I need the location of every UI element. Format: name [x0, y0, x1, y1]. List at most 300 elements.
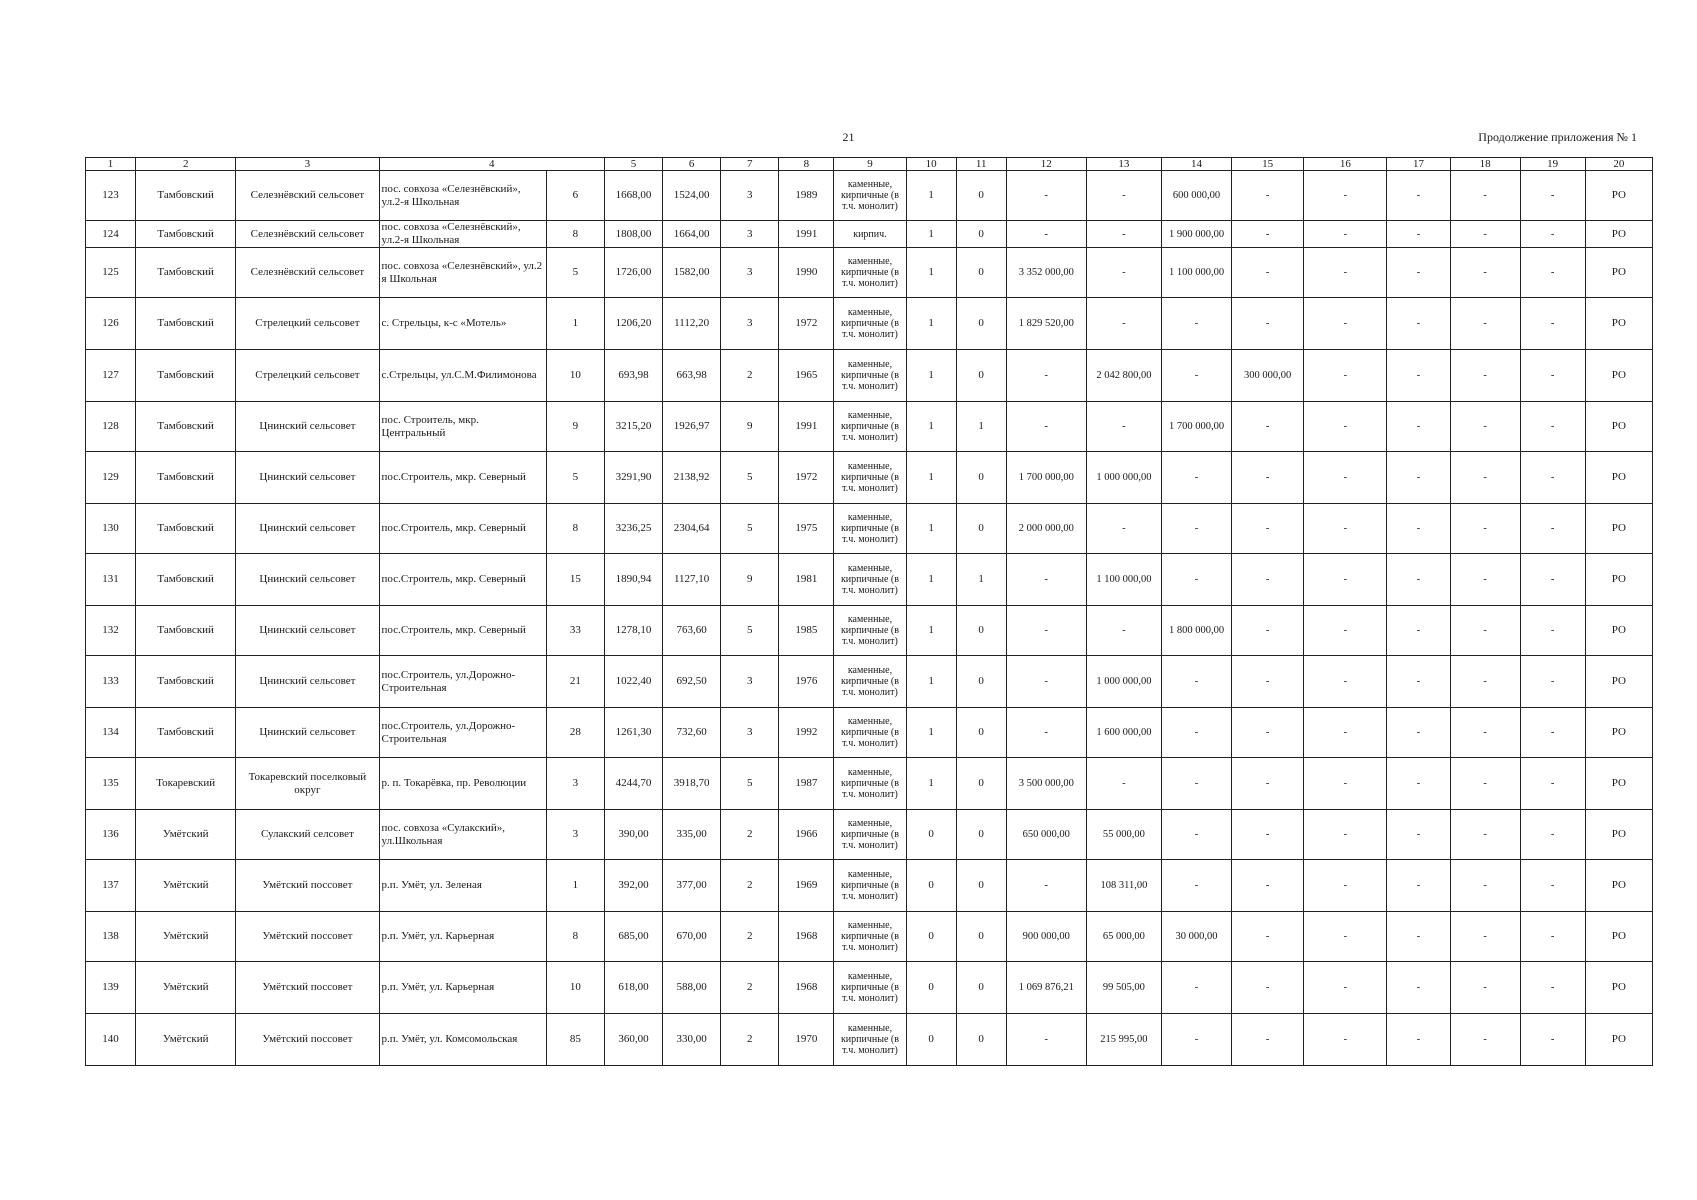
col-17-amount-cell: -: [1387, 758, 1450, 810]
living-area-cell: 763,60: [663, 606, 721, 656]
col-11-value-cell: 0: [956, 860, 1006, 912]
column-header: 1: [86, 158, 136, 171]
build-year-cell: 1987: [779, 758, 834, 810]
col-16-amount-cell: -: [1304, 758, 1387, 810]
house-number-cell: 6: [546, 171, 604, 221]
col-16-amount-cell: -: [1304, 504, 1387, 554]
fund-type-cell: РО: [1585, 554, 1652, 606]
col-11-value-cell: 0: [956, 708, 1006, 758]
municipality-name-cell: Стрелецкий сельсовет: [236, 298, 379, 350]
living-area-cell: 377,00: [663, 860, 721, 912]
house-number-cell: 15: [546, 554, 604, 606]
col-17-amount-cell: -: [1387, 554, 1450, 606]
row-number-cell: 125: [86, 248, 136, 298]
fund-type-cell: РО: [1585, 171, 1652, 221]
house-number-cell: 33: [546, 606, 604, 656]
address-cell: пос. совхоза «Селезнёвский», ул.2-я Школьная: [379, 171, 546, 221]
col-13-amount-cell: 55 000,00: [1086, 810, 1161, 860]
build-year-cell: 1990: [779, 248, 834, 298]
row-number-cell: 130: [86, 504, 136, 554]
wall-material-cell: каменные, кирпичные (в т.ч. монолит): [834, 248, 906, 298]
address-cell: пос.Строитель, ул.Дорожно-Строительная: [379, 708, 546, 758]
col-10-value-cell: 1: [906, 221, 956, 248]
wall-material-cell: каменные, кирпичные (в т.ч. монолит): [834, 606, 906, 656]
col-10-value-cell: 0: [906, 1014, 956, 1066]
wall-material-cell: каменные, кирпичные (в т.ч. монолит): [834, 810, 906, 860]
municipality-name-cell: Цнинский сельсовет: [236, 656, 379, 708]
house-number-cell: 9: [546, 402, 604, 452]
column-header: 18: [1450, 158, 1520, 171]
col-14-amount-cell: -: [1161, 810, 1231, 860]
build-year-cell: 1968: [779, 962, 834, 1014]
floors-cell: 3: [721, 656, 779, 708]
fund-type-cell: РО: [1585, 350, 1652, 402]
col-10-value-cell: 1: [906, 554, 956, 606]
col-14-amount-cell: -: [1161, 860, 1231, 912]
col-14-amount-cell: 1 100 000,00: [1161, 248, 1231, 298]
col-17-amount-cell: -: [1387, 171, 1450, 221]
total-area-cell: 392,00: [604, 860, 662, 912]
municipality-name-cell: Умётский поссовет: [236, 912, 379, 962]
house-number-cell: 8: [546, 504, 604, 554]
build-year-cell: 1991: [779, 402, 834, 452]
col-13-amount-cell: -: [1086, 298, 1161, 350]
total-area-cell: 4244,70: [604, 758, 662, 810]
table-row: [86, 656, 1653, 708]
living-area-cell: 670,00: [663, 912, 721, 962]
municipality-name-cell: Цнинский сельсовет: [236, 554, 379, 606]
col-13-amount-cell: 1 600 000,00: [1086, 708, 1161, 758]
municipality-name-cell: Цнинский сельсовет: [236, 606, 379, 656]
column-header: 3: [236, 158, 379, 171]
table-row: [86, 912, 1653, 962]
col-13-amount-cell: -: [1086, 221, 1161, 248]
column-header: 19: [1520, 158, 1585, 171]
table-row: [86, 452, 1653, 504]
col-18-amount-cell: -: [1450, 452, 1520, 504]
row-number-cell: 132: [86, 606, 136, 656]
fund-type-cell: РО: [1585, 402, 1652, 452]
register-table-container: [85, 157, 1653, 1066]
column-header: 5: [604, 158, 662, 171]
col-19-amount-cell: -: [1520, 452, 1585, 504]
house-number-cell: 85: [546, 1014, 604, 1066]
col-14-amount-cell: 1 800 000,00: [1161, 606, 1231, 656]
wall-material-cell: каменные, кирпичные (в т.ч. монолит): [834, 912, 906, 962]
column-header: 13: [1086, 158, 1161, 171]
col-13-amount-cell: 215 995,00: [1086, 1014, 1161, 1066]
col-10-value-cell: 1: [906, 402, 956, 452]
col-12-amount-cell: -: [1006, 350, 1086, 402]
address-cell: пос.Строитель, мкр. Северный: [379, 554, 546, 606]
col-15-amount-cell: -: [1232, 402, 1304, 452]
col-14-amount-cell: -: [1161, 452, 1231, 504]
house-number-cell: 5: [546, 452, 604, 504]
col-18-amount-cell: -: [1450, 402, 1520, 452]
district-name-cell: Токаревский: [136, 758, 236, 810]
col-15-amount-cell: -: [1232, 810, 1304, 860]
total-area-cell: 693,98: [604, 350, 662, 402]
col-10-value-cell: 1: [906, 708, 956, 758]
col-18-amount-cell: -: [1450, 221, 1520, 248]
floors-cell: 3: [721, 298, 779, 350]
row-number-cell: 131: [86, 554, 136, 606]
wall-material-cell: каменные, кирпичные (в т.ч. монолит): [834, 708, 906, 758]
floors-cell: 2: [721, 962, 779, 1014]
col-16-amount-cell: -: [1304, 298, 1387, 350]
municipality-name-cell: Цнинский сельсовет: [236, 708, 379, 758]
col-13-amount-cell: 1 000 000,00: [1086, 656, 1161, 708]
col-16-amount-cell: -: [1304, 912, 1387, 962]
floors-cell: 3: [721, 248, 779, 298]
col-18-amount-cell: -: [1450, 248, 1520, 298]
col-17-amount-cell: -: [1387, 656, 1450, 708]
row-number-cell: 137: [86, 860, 136, 912]
wall-material-cell: каменные, кирпичные (в т.ч. монолит): [834, 452, 906, 504]
build-year-cell: 1965: [779, 350, 834, 402]
address-cell: пос.Строитель, мкр. Северный: [379, 452, 546, 504]
house-number-cell: 10: [546, 350, 604, 402]
col-13-amount-cell: -: [1086, 402, 1161, 452]
address-cell: р.п. Умёт, ул. Зеленая: [379, 860, 546, 912]
table-row: [86, 248, 1653, 298]
col-11-value-cell: 0: [956, 350, 1006, 402]
col-10-value-cell: 0: [906, 912, 956, 962]
house-number-cell: 8: [546, 221, 604, 248]
column-number-row: [86, 158, 1653, 171]
total-area-cell: 3236,25: [604, 504, 662, 554]
district-name-cell: Тамбовский: [136, 221, 236, 248]
table-row: [86, 810, 1653, 860]
col-15-amount-cell: 300 000,00: [1232, 350, 1304, 402]
district-name-cell: Тамбовский: [136, 656, 236, 708]
fund-type-cell: РО: [1585, 962, 1652, 1014]
col-11-value-cell: 0: [956, 758, 1006, 810]
col-14-amount-cell: -: [1161, 708, 1231, 758]
col-10-value-cell: 1: [906, 758, 956, 810]
address-cell: с.Стрельцы, ул.С.М.Филимонова: [379, 350, 546, 402]
district-name-cell: Тамбовский: [136, 350, 236, 402]
living-area-cell: 1582,00: [663, 248, 721, 298]
build-year-cell: 1976: [779, 656, 834, 708]
col-11-value-cell: 0: [956, 606, 1006, 656]
col-17-amount-cell: -: [1387, 708, 1450, 758]
col-19-amount-cell: -: [1520, 350, 1585, 402]
district-name-cell: Умётский: [136, 912, 236, 962]
col-18-amount-cell: -: [1450, 656, 1520, 708]
build-year-cell: 1985: [779, 606, 834, 656]
address-cell: р.п. Умёт, ул. Карьерная: [379, 912, 546, 962]
living-area-cell: 3918,70: [663, 758, 721, 810]
row-number-cell: 138: [86, 912, 136, 962]
build-year-cell: 1989: [779, 171, 834, 221]
wall-material-cell: каменные, кирпичные (в т.ч. монолит): [834, 298, 906, 350]
column-header: 7: [721, 158, 779, 171]
fund-type-cell: РО: [1585, 656, 1652, 708]
col-12-amount-cell: -: [1006, 171, 1086, 221]
col-14-amount-cell: 1 700 000,00: [1161, 402, 1231, 452]
fund-type-cell: РО: [1585, 298, 1652, 350]
fund-type-cell: РО: [1585, 912, 1652, 962]
col-16-amount-cell: -: [1304, 1014, 1387, 1066]
floors-cell: 2: [721, 912, 779, 962]
col-16-amount-cell: -: [1304, 171, 1387, 221]
col-13-amount-cell: -: [1086, 504, 1161, 554]
column-header: 8: [779, 158, 834, 171]
col-19-amount-cell: -: [1520, 504, 1585, 554]
living-area-cell: 2138,92: [663, 452, 721, 504]
col-17-amount-cell: -: [1387, 402, 1450, 452]
address-cell: р.п. Умёт, ул. Комсомольская: [379, 1014, 546, 1066]
register-table: [85, 157, 1653, 1066]
col-14-amount-cell: -: [1161, 656, 1231, 708]
column-header: 15: [1232, 158, 1304, 171]
col-10-value-cell: 1: [906, 656, 956, 708]
table-row: [86, 171, 1653, 221]
row-number-cell: 128: [86, 402, 136, 452]
col-16-amount-cell: -: [1304, 554, 1387, 606]
col-17-amount-cell: -: [1387, 1014, 1450, 1066]
col-17-amount-cell: -: [1387, 221, 1450, 248]
col-12-amount-cell: -: [1006, 708, 1086, 758]
total-area-cell: 1808,00: [604, 221, 662, 248]
row-number-cell: 135: [86, 758, 136, 810]
district-name-cell: Тамбовский: [136, 248, 236, 298]
table-row: [86, 504, 1653, 554]
wall-material-cell: каменные, кирпичные (в т.ч. монолит): [834, 554, 906, 606]
column-header: 10: [906, 158, 956, 171]
row-number-cell: 140: [86, 1014, 136, 1066]
district-name-cell: Тамбовский: [136, 606, 236, 656]
living-area-cell: 663,98: [663, 350, 721, 402]
row-number-cell: 134: [86, 708, 136, 758]
build-year-cell: 1981: [779, 554, 834, 606]
col-12-amount-cell: -: [1006, 860, 1086, 912]
row-number-cell: 123: [86, 171, 136, 221]
living-area-cell: 588,00: [663, 962, 721, 1014]
column-header: 4: [379, 158, 604, 171]
row-number-cell: 126: [86, 298, 136, 350]
fund-type-cell: РО: [1585, 452, 1652, 504]
address-cell: пос. совхоза «Сулакский», ул.Школьная: [379, 810, 546, 860]
fund-type-cell: РО: [1585, 810, 1652, 860]
col-11-value-cell: 0: [956, 171, 1006, 221]
col-18-amount-cell: -: [1450, 860, 1520, 912]
col-18-amount-cell: -: [1450, 504, 1520, 554]
table-row: [86, 298, 1653, 350]
row-number-cell: 129: [86, 452, 136, 504]
table-row: [86, 708, 1653, 758]
col-17-amount-cell: -: [1387, 860, 1450, 912]
col-15-amount-cell: -: [1232, 912, 1304, 962]
col-13-amount-cell: 65 000,00: [1086, 912, 1161, 962]
col-15-amount-cell: -: [1232, 606, 1304, 656]
district-name-cell: Умётский: [136, 860, 236, 912]
district-name-cell: Тамбовский: [136, 452, 236, 504]
build-year-cell: 1970: [779, 1014, 834, 1066]
table-row: [86, 860, 1653, 912]
row-number-cell: 133: [86, 656, 136, 708]
build-year-cell: 1969: [779, 860, 834, 912]
living-area-cell: 1524,00: [663, 171, 721, 221]
table-row: [86, 606, 1653, 656]
col-19-amount-cell: -: [1520, 1014, 1585, 1066]
col-11-value-cell: 0: [956, 1014, 1006, 1066]
col-10-value-cell: 1: [906, 452, 956, 504]
district-name-cell: Умётский: [136, 810, 236, 860]
district-name-cell: Умётский: [136, 962, 236, 1014]
living-area-cell: 1926,97: [663, 402, 721, 452]
col-13-amount-cell: 1 100 000,00: [1086, 554, 1161, 606]
table-row: [86, 554, 1653, 606]
total-area-cell: 1668,00: [604, 171, 662, 221]
living-area-cell: 732,60: [663, 708, 721, 758]
total-area-cell: 685,00: [604, 912, 662, 962]
col-11-value-cell: 0: [956, 452, 1006, 504]
col-19-amount-cell: -: [1520, 606, 1585, 656]
address-cell: пос.Строитель, мкр. Северный: [379, 504, 546, 554]
col-13-amount-cell: -: [1086, 606, 1161, 656]
col-12-amount-cell: -: [1006, 1014, 1086, 1066]
column-header: 12: [1006, 158, 1086, 171]
address-cell: пос.Строитель, ул.Дорожно-Строительная: [379, 656, 546, 708]
col-18-amount-cell: -: [1450, 606, 1520, 656]
house-number-cell: 28: [546, 708, 604, 758]
col-14-amount-cell: -: [1161, 350, 1231, 402]
build-year-cell: 1992: [779, 708, 834, 758]
living-area-cell: 1127,10: [663, 554, 721, 606]
col-15-amount-cell: -: [1232, 554, 1304, 606]
col-13-amount-cell: 108 311,00: [1086, 860, 1161, 912]
fund-type-cell: РО: [1585, 758, 1652, 810]
floors-cell: 2: [721, 860, 779, 912]
column-header: 2: [136, 158, 236, 171]
column-header: 11: [956, 158, 1006, 171]
col-19-amount-cell: -: [1520, 962, 1585, 1014]
house-number-cell: 5: [546, 248, 604, 298]
col-10-value-cell: 1: [906, 298, 956, 350]
build-year-cell: 1972: [779, 298, 834, 350]
total-area-cell: 390,00: [604, 810, 662, 860]
col-18-amount-cell: -: [1450, 810, 1520, 860]
district-name-cell: Тамбовский: [136, 298, 236, 350]
col-13-amount-cell: 99 505,00: [1086, 962, 1161, 1014]
col-16-amount-cell: -: [1304, 810, 1387, 860]
district-name-cell: Тамбовский: [136, 504, 236, 554]
floors-cell: 3: [721, 708, 779, 758]
floors-cell: 5: [721, 504, 779, 554]
total-area-cell: 1278,10: [604, 606, 662, 656]
col-10-value-cell: 0: [906, 860, 956, 912]
col-12-amount-cell: -: [1006, 402, 1086, 452]
living-area-cell: 2304,64: [663, 504, 721, 554]
col-16-amount-cell: -: [1304, 708, 1387, 758]
fund-type-cell: РО: [1585, 708, 1652, 758]
col-11-value-cell: 1: [956, 402, 1006, 452]
municipality-name-cell: Селезнёвский сельсовет: [236, 171, 379, 221]
col-10-value-cell: 1: [906, 350, 956, 402]
fund-type-cell: РО: [1585, 606, 1652, 656]
wall-material-cell: каменные, кирпичные (в т.ч. монолит): [834, 656, 906, 708]
house-number-cell: 3: [546, 810, 604, 860]
col-17-amount-cell: -: [1387, 350, 1450, 402]
wall-material-cell: каменные, кирпичные (в т.ч. монолит): [834, 402, 906, 452]
total-area-cell: 1890,94: [604, 554, 662, 606]
column-header: 20: [1585, 158, 1652, 171]
column-header: 14: [1161, 158, 1231, 171]
col-14-amount-cell: -: [1161, 554, 1231, 606]
col-17-amount-cell: -: [1387, 452, 1450, 504]
col-11-value-cell: 0: [956, 810, 1006, 860]
col-15-amount-cell: -: [1232, 758, 1304, 810]
col-16-amount-cell: -: [1304, 656, 1387, 708]
total-area-cell: 1261,30: [604, 708, 662, 758]
col-11-value-cell: 0: [956, 656, 1006, 708]
col-11-value-cell: 0: [956, 221, 1006, 248]
col-14-amount-cell: -: [1161, 962, 1231, 1014]
col-16-amount-cell: -: [1304, 221, 1387, 248]
col-14-amount-cell: -: [1161, 298, 1231, 350]
col-19-amount-cell: -: [1520, 758, 1585, 810]
municipality-name-cell: Цнинский сельсовет: [236, 504, 379, 554]
col-15-amount-cell: -: [1232, 656, 1304, 708]
table-row: [86, 1014, 1653, 1066]
col-12-amount-cell: -: [1006, 221, 1086, 248]
municipality-name-cell: Цнинский сельсовет: [236, 402, 379, 452]
build-year-cell: 1968: [779, 912, 834, 962]
col-15-amount-cell: -: [1232, 452, 1304, 504]
col-12-amount-cell: 1 700 000,00: [1006, 452, 1086, 504]
col-14-amount-cell: 600 000,00: [1161, 171, 1231, 221]
col-15-amount-cell: -: [1232, 1014, 1304, 1066]
page-number: 21: [842, 130, 855, 144]
column-header: 9: [834, 158, 906, 171]
col-19-amount-cell: -: [1520, 912, 1585, 962]
column-header: 6: [663, 158, 721, 171]
floors-cell: 3: [721, 221, 779, 248]
col-17-amount-cell: -: [1387, 912, 1450, 962]
col-12-amount-cell: 900 000,00: [1006, 912, 1086, 962]
total-area-cell: 3215,20: [604, 402, 662, 452]
col-10-value-cell: 1: [906, 606, 956, 656]
col-11-value-cell: 0: [956, 298, 1006, 350]
col-13-amount-cell: -: [1086, 758, 1161, 810]
house-number-cell: 10: [546, 962, 604, 1014]
col-13-amount-cell: 2 042 800,00: [1086, 350, 1161, 402]
col-19-amount-cell: -: [1520, 554, 1585, 606]
address-cell: пос. совхоза «Селезнёвский», ул.2-я Школьная: [379, 221, 546, 248]
total-area-cell: 3291,90: [604, 452, 662, 504]
municipality-name-cell: Сулакский селсовет: [236, 810, 379, 860]
municipality-name-cell: Селезнёвский сельсовет: [236, 248, 379, 298]
address-cell: с. Стрельцы, к-с «Мотель»: [379, 298, 546, 350]
floors-cell: 5: [721, 452, 779, 504]
col-11-value-cell: 0: [956, 248, 1006, 298]
house-number-cell: 3: [546, 758, 604, 810]
living-area-cell: 1664,00: [663, 221, 721, 248]
floors-cell: 9: [721, 402, 779, 452]
col-12-amount-cell: 1 829 520,00: [1006, 298, 1086, 350]
col-18-amount-cell: -: [1450, 962, 1520, 1014]
wall-material-cell: каменные, кирпичные (в т.ч. монолит): [834, 171, 906, 221]
floors-cell: 2: [721, 1014, 779, 1066]
floors-cell: 3: [721, 171, 779, 221]
total-area-cell: 618,00: [604, 962, 662, 1014]
municipality-name-cell: Селезнёвский сельсовет: [236, 221, 379, 248]
col-16-amount-cell: -: [1304, 350, 1387, 402]
col-18-amount-cell: -: [1450, 1014, 1520, 1066]
col-12-amount-cell: 3 500 000,00: [1006, 758, 1086, 810]
